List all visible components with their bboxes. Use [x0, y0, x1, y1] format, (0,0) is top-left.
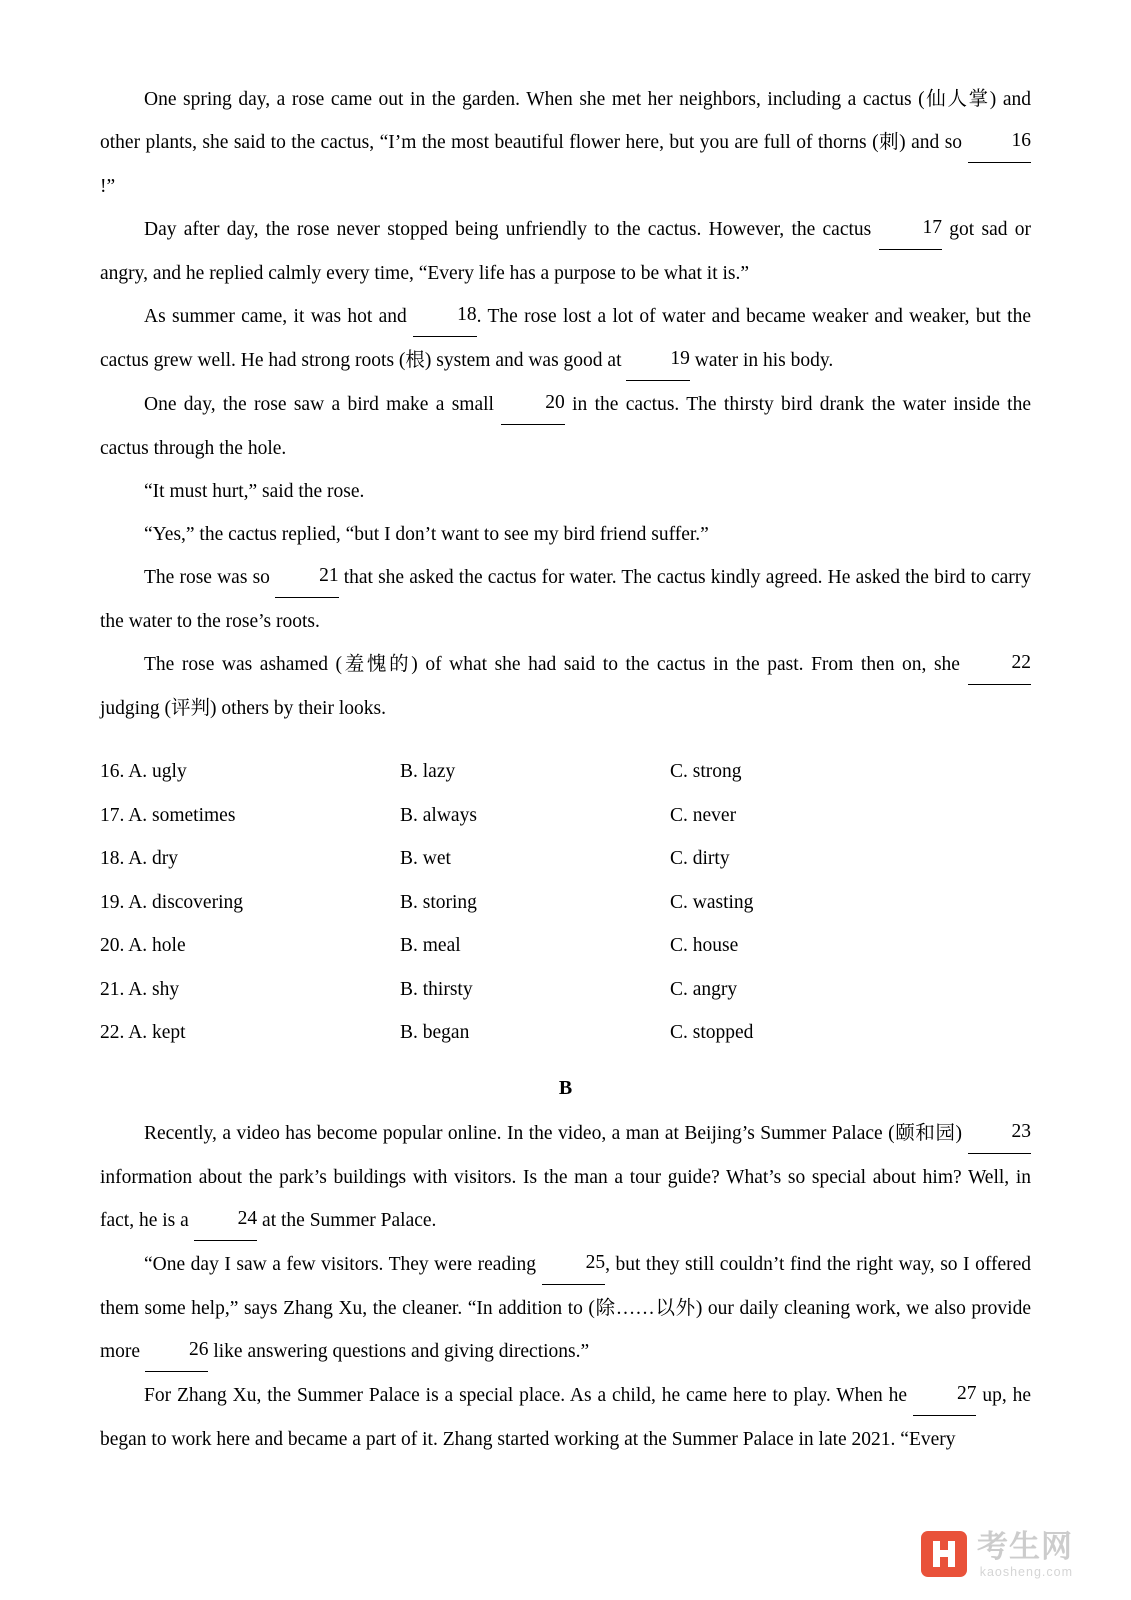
question-row: [100, 924, 1031, 968]
paragraph: The rose was so 21 that she asked the cactus for water. The cactus kindly agreed. He asked the bird to carry the water to the rose’s roots.: [100, 556, 1031, 643]
question-option-a[interactable]: [100, 837, 400, 881]
question-option-a[interactable]: [100, 750, 400, 794]
paragraph: One day, the rose saw a bird make a small 20 in the cactus. The thirsty bird drank the water inside the cactus through the hole.: [100, 383, 1031, 470]
question-option-c[interactable]: C. dirty: [670, 848, 730, 869]
question-number: 16.: [100, 761, 125, 782]
answer-blank-22[interactable]: 22: [968, 641, 1032, 685]
question-row: [100, 881, 1031, 925]
watermark-sub-text: kaosheng.com: [979, 1564, 1073, 1579]
answer-blank-18[interactable]: 18: [413, 293, 477, 337]
question-option-b[interactable]: B. always: [400, 804, 477, 826]
passage-a-body: [100, 78, 1031, 730]
question-option-c[interactable]: C. wasting: [670, 891, 754, 913]
question-number: 22.: [100, 1022, 125, 1043]
question-number: 18.: [100, 848, 125, 869]
answer-blank-19[interactable]: 19: [626, 337, 690, 381]
question-row: [100, 1011, 1031, 1055]
paragraph: The rose was ashamed (羞愧的) of what she had said to the cactus in the past. From then on, she 22 judging (评判) others by their looks.: [100, 643, 1031, 730]
answer-blank-17[interactable]: 17: [879, 206, 943, 250]
passage-b-body: [100, 1112, 1031, 1461]
answer-blank-27[interactable]: 27: [913, 1372, 977, 1416]
paragraph: One spring day, a rose came out in the garden. When she met her neighbors, including a cactus (仙人掌) and other plants, she said to the cactus, “I’m the most beautiful flower here, but you are full of thorns (刺) and so 16!”: [100, 89, 1031, 197]
answer-blank-25[interactable]: 25: [542, 1241, 606, 1285]
answer-blank-16[interactable]: 16: [968, 119, 1032, 163]
question-number: 20.: [100, 935, 125, 956]
watermark-main-text: 考生网: [977, 1528, 1073, 1564]
answer-blank-23[interactable]: 23: [968, 1110, 1032, 1154]
paragraph: “It must hurt,” said the rose.: [144, 481, 365, 502]
paragraph: “One day I saw a few visitors. They were reading 25, but they still couldn’t find the right way, so I offered them some help,” says Zhang Xu, the cleaner. “In addition to (除……以外) our daily cleaning work, we also provide more 26 like answering questions and giving directions.”: [100, 1243, 1031, 1374]
option-a-label: A. discovering: [128, 891, 243, 913]
answer-blank-20[interactable]: 20: [501, 381, 565, 425]
watermark-logo-icon: [921, 1531, 967, 1577]
watermark-text: [977, 1528, 1073, 1579]
section-heading-b: B: [558, 1076, 573, 1099]
question-row: [100, 837, 1031, 881]
option-a-label: A. dry: [128, 848, 179, 869]
question-option-b[interactable]: B. meal: [400, 935, 461, 956]
answer-blank-21[interactable]: 21: [275, 554, 339, 598]
answer-blank-26[interactable]: 26: [145, 1328, 209, 1372]
paragraph: “Yes,” the cactus replied, “but I don’t want to see my bird friend suffer.”: [144, 524, 709, 545]
question-option-c[interactable]: C. never: [670, 804, 737, 826]
question-number: 21.: [100, 978, 125, 1000]
answer-blank-24[interactable]: 24: [194, 1197, 258, 1241]
question-number: 17.: [100, 804, 125, 826]
option-a-label: A. shy: [128, 978, 180, 1000]
paragraph: As summer came, it was hot and 18. The rose lost a lot of water and became weaker and weaker, but the cactus grew well. He had strong roots (根) system and was good at 19 water in his body.: [100, 295, 1031, 383]
question-row: [100, 794, 1031, 838]
paragraph: For Zhang Xu, the Summer Palace is a special place. As a child, he came here to play. When he 27 up, he began to work here and became a part of it. Zhang started working at the Summer Palace in late 2021. “Every: [100, 1374, 1031, 1461]
question-option-a[interactable]: [100, 881, 400, 925]
question-option-a[interactable]: [100, 924, 400, 968]
watermark: [921, 1528, 1073, 1579]
question-row: [100, 968, 1031, 1012]
option-a-label: A. kept: [128, 1022, 186, 1043]
question-option-a[interactable]: [100, 794, 400, 838]
option-a-label: A. ugly: [128, 761, 187, 782]
question-option-c[interactable]: C. angry: [670, 978, 738, 1000]
question-option-c[interactable]: C. house: [670, 935, 739, 956]
option-a-label: A. sometimes: [128, 804, 236, 826]
question-number: 19.: [100, 891, 125, 913]
question-option-b[interactable]: B. thirsty: [400, 978, 473, 1000]
question-option-a[interactable]: [100, 1011, 400, 1055]
question-option-b[interactable]: B. began: [400, 1022, 470, 1043]
question-option-c[interactable]: C. stopped: [670, 1022, 754, 1043]
question-option-b[interactable]: B. lazy: [400, 761, 456, 782]
paragraph: Recently, a video has become popular online. In the video, a man at Beijing’s Summer Palace (颐和园) 23 information about the park’s buildings with visitors. Is the man a tour guide? What’s so special about him? Well, in fact, he is a 24 at the Summer Palace.: [100, 1112, 1031, 1243]
paragraph: Day after day, the rose never stopped being unfriendly to the cactus. However, the cactus 17 got sad or angry, and he replied calmly every time, “Every life has a purpose to be what it is.”: [100, 208, 1031, 295]
question-options-list: [100, 750, 1031, 1055]
question-option-a[interactable]: [100, 968, 400, 1012]
question-row: [100, 750, 1031, 794]
question-option-b[interactable]: B. wet: [400, 848, 451, 869]
question-option-b[interactable]: B. storing: [400, 891, 477, 913]
question-option-c[interactable]: C. strong: [670, 761, 742, 782]
option-a-label: A. hole: [128, 935, 186, 956]
